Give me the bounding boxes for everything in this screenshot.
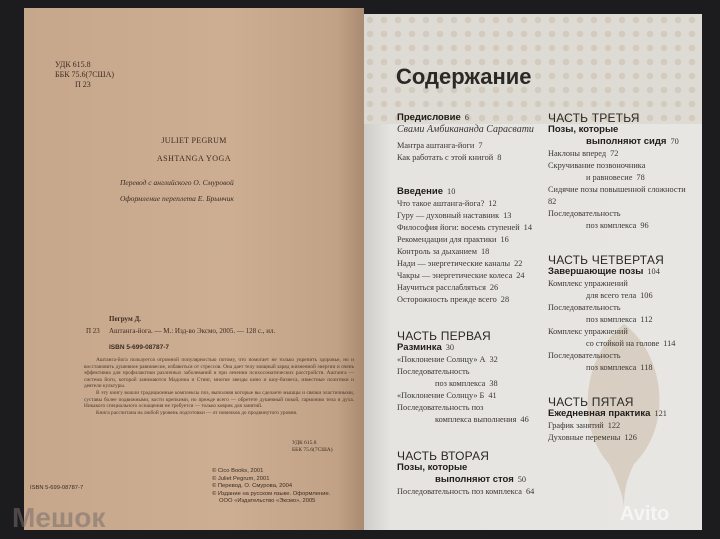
toc-item — [397, 210, 547, 222]
copyright — [212, 468, 330, 506]
page-number: 13 — [503, 211, 512, 220]
toc-item: поз комплекса — [586, 221, 637, 230]
catalog-line: Аштанга-йога. — М.: Изд-во Эксмо, 2005. — 128 с., ил. — [109, 327, 276, 335]
toc-item — [397, 258, 547, 270]
toc-heading: Позы, которые — [397, 462, 468, 473]
page-number: 114 — [663, 339, 676, 348]
preface-author: Свами Амбикананда Сарасвати — [397, 124, 534, 135]
page-number: 64 — [525, 487, 535, 496]
toc-item-label: Что такое аштанга-йога? — [397, 199, 485, 208]
toc-item — [397, 270, 547, 282]
page-number: 22 — [514, 259, 523, 268]
toc-item: Последовательность — [548, 303, 621, 312]
toc-column-2 — [548, 112, 698, 444]
toc-item-label: Контроль за дыханием — [397, 247, 477, 256]
part-label: ЧАСТЬ ВТОРАЯ — [397, 449, 490, 463]
toc-item-label: Чакры — энергетические колеса — [397, 271, 513, 280]
copyright-line: © Cico Books, 2001 — [212, 468, 264, 474]
toc-item: Последовательность поз — [397, 403, 484, 412]
toc-item — [397, 222, 547, 234]
page-number: 10 — [447, 187, 456, 196]
translator: Перевод с английского О. Смуровой — [120, 178, 234, 187]
page-number: 50 — [517, 475, 527, 484]
toc-heading: Позы, которые — [548, 124, 619, 135]
page-number: 30 — [445, 343, 455, 352]
toc-item: Последовательность — [548, 209, 621, 218]
copyright-line: © Издание на русском языке. Оформление. — [212, 490, 331, 497]
toc-item: «Поклонение Солнцу» А — [397, 355, 486, 364]
part4-items — [548, 278, 698, 374]
toc-item: Последовательность — [548, 351, 621, 360]
page-number: 12 — [488, 199, 497, 208]
part-label: ЧАСТЬ ПЯТАЯ — [548, 395, 634, 409]
toc-item-label: для всего тела — [586, 291, 637, 300]
toc-item-label: со стойкой на голове — [586, 339, 660, 348]
toc-item — [548, 290, 698, 302]
copyright-line: © Перевод. О. Смурова, 2004 — [212, 483, 293, 489]
page-number: 16 — [500, 235, 509, 244]
toc-item: Как работать с этой книгой — [397, 153, 494, 162]
left-page — [24, 8, 364, 530]
isbn: ISBN 5-699-08787-7 — [109, 344, 169, 351]
cover-design: Оформление переплета Е. Брынчик — [120, 194, 234, 203]
page-number: 28 — [500, 295, 510, 304]
toc-item — [548, 362, 698, 374]
page-number: 26 — [489, 283, 499, 292]
toc-item — [397, 282, 547, 294]
page-number: 38 — [489, 379, 498, 388]
toc-item-label: Философия йоги: восемь ступеней — [397, 223, 520, 232]
toc-item — [548, 314, 698, 326]
part-label: ЧАСТЬ ПЕРВАЯ — [397, 329, 491, 343]
catalog-author: Пегрум Д. — [109, 315, 142, 323]
toc-item-label: Научиться расслабляться — [397, 283, 486, 292]
toc-column-1 — [397, 112, 547, 498]
page-number: 122 — [607, 421, 621, 430]
page-number: 18 — [481, 247, 490, 256]
toc-item-label: поз комплекса — [586, 363, 637, 372]
toc-item — [397, 234, 547, 246]
page-number: 24 — [516, 271, 525, 280]
toc-item: Наклоны вперед — [548, 149, 607, 158]
toc-item-label: Гуру — духовный наставник — [397, 211, 500, 220]
toc-item: Последовательность — [397, 367, 470, 376]
page-number: 112 — [640, 315, 653, 324]
annotation-paragraph: В эту книгу вошли традиционные комплексы поз, выполняя которые вы сделаете мышцы и связки эластичными, суставы более подвижными, кости крепкими, но прежде всего — обретете душевный покой, гармонию тела и духа. Никакого специального оснащения не требуется — только коврик для занятий. — [84, 389, 354, 410]
toc-heading: Разминка — [397, 342, 442, 353]
page-number: 46 — [520, 415, 529, 424]
toc-heading: Предисловие — [397, 112, 461, 123]
toc-item: поз комплекса — [435, 379, 486, 388]
toc-item — [397, 198, 547, 210]
watermark-text: Avito — [620, 503, 670, 525]
code: П 23 — [75, 80, 91, 89]
page-number: 118 — [640, 363, 653, 372]
page-number: 126 — [624, 433, 637, 442]
page-number: 121 — [654, 409, 667, 418]
annotation-paragraph: Аштанга-йога пользуется огромной популярностью потому, что помогает не только укрепить здоровье, но и восстановить душевное равновесие, избавиться от стрессов. Она дает телу мощный заряд жизненной энергии и очень эффективна для профилактики различных заболеваний и при лечении психосоматических расстройств. Аштанга — система йоги, которой занимаются Мадонна и Стинг, многие звезды кино и шоу-бизнеса, известные политики и деятели культуры. — [84, 357, 354, 390]
toc-item: Последовательность поз комплекса — [397, 487, 522, 496]
page-number: 8 — [497, 153, 502, 162]
toc-item-label: Нади — энергетические каналы — [397, 259, 511, 268]
toc-heading: Введение — [397, 186, 444, 197]
catalog-code: П 23 — [86, 327, 100, 335]
toc-item — [397, 246, 547, 258]
page-number: 104 — [647, 267, 660, 276]
intro-items — [397, 198, 547, 306]
page-number: 82 — [548, 197, 557, 206]
toc-item: комплекса выполнения — [435, 415, 517, 424]
page-number: 32 — [489, 355, 498, 364]
toc-heading: Ежедневная практика — [548, 408, 651, 419]
toc-heading: выполняют сидя — [586, 136, 667, 147]
toc-item: и равновесие — [586, 173, 633, 182]
annotation-paragraph: Книга рассчитана на любой уровень подготовки — от новичков до продвинутого уровня. — [96, 409, 298, 416]
part-label: ЧАСТЬ ЧЕТВЕРТАЯ — [548, 253, 664, 267]
toc-heading: выполняют стоя — [435, 474, 514, 485]
udk-bottom — [292, 440, 333, 454]
book-title: ASHTANGA YOGA — [156, 154, 232, 163]
page-number: 6 — [464, 113, 469, 122]
page-number: 96 — [640, 221, 649, 230]
toc-item — [548, 338, 698, 350]
toc-item: График занятий — [548, 421, 604, 430]
right-page — [364, 14, 702, 530]
toc-item: Мантра аштанга-йоги — [397, 141, 475, 150]
copyright-line: © Juliet Pegrum, 2001 — [212, 475, 270, 482]
page-title: Содержание — [396, 64, 532, 89]
author: JULIET PEGRUM — [161, 136, 227, 145]
udk: УДК 615.8 — [55, 60, 91, 69]
toc-item: Комплекс упражнений — [548, 279, 628, 288]
page-number: 7 — [478, 141, 483, 150]
copyright-line: ООО «Издательство «Эксмо», 2005 — [219, 498, 316, 504]
toc-item-label: поз комплекса — [586, 315, 637, 324]
toc-item: Комплекс упражнений — [548, 327, 628, 336]
page-number: 70 — [670, 137, 679, 146]
bbk: ББК 75.6(7США) — [292, 447, 333, 453]
toc-item: Скручивание позвоночника — [548, 161, 646, 170]
udk-block — [55, 60, 114, 90]
udk: УДК 615.8 — [292, 440, 317, 446]
page-number: 78 — [636, 173, 645, 182]
toc-item: Сидячие позы повышенной сложности — [548, 185, 686, 194]
annotation — [84, 357, 354, 433]
toc-item-label: Осторожность прежде всего — [397, 295, 497, 304]
toc-item: Духовные перемены — [548, 433, 621, 442]
watermark-avito — [620, 504, 669, 524]
toc-item-label: Рекомендации для практики — [397, 235, 497, 244]
toc-heading: Завершающие позы — [548, 266, 644, 277]
page-number: 14 — [523, 223, 532, 232]
toc-item: «Поклонение Солнцу» Б — [397, 391, 485, 400]
isbn-bottom: ISBN 5-699-08787-7 — [30, 485, 84, 491]
page-number: 106 — [640, 291, 653, 300]
watermark-meshok: Мешок — [12, 502, 106, 533]
page-number: 41 — [488, 391, 497, 400]
toc-item — [397, 294, 547, 306]
page-number: 72 — [610, 149, 619, 158]
part-label: ЧАСТЬ ТРЕТЬЯ — [548, 111, 640, 125]
bbk: ББК 75.6(7США) — [55, 70, 115, 79]
